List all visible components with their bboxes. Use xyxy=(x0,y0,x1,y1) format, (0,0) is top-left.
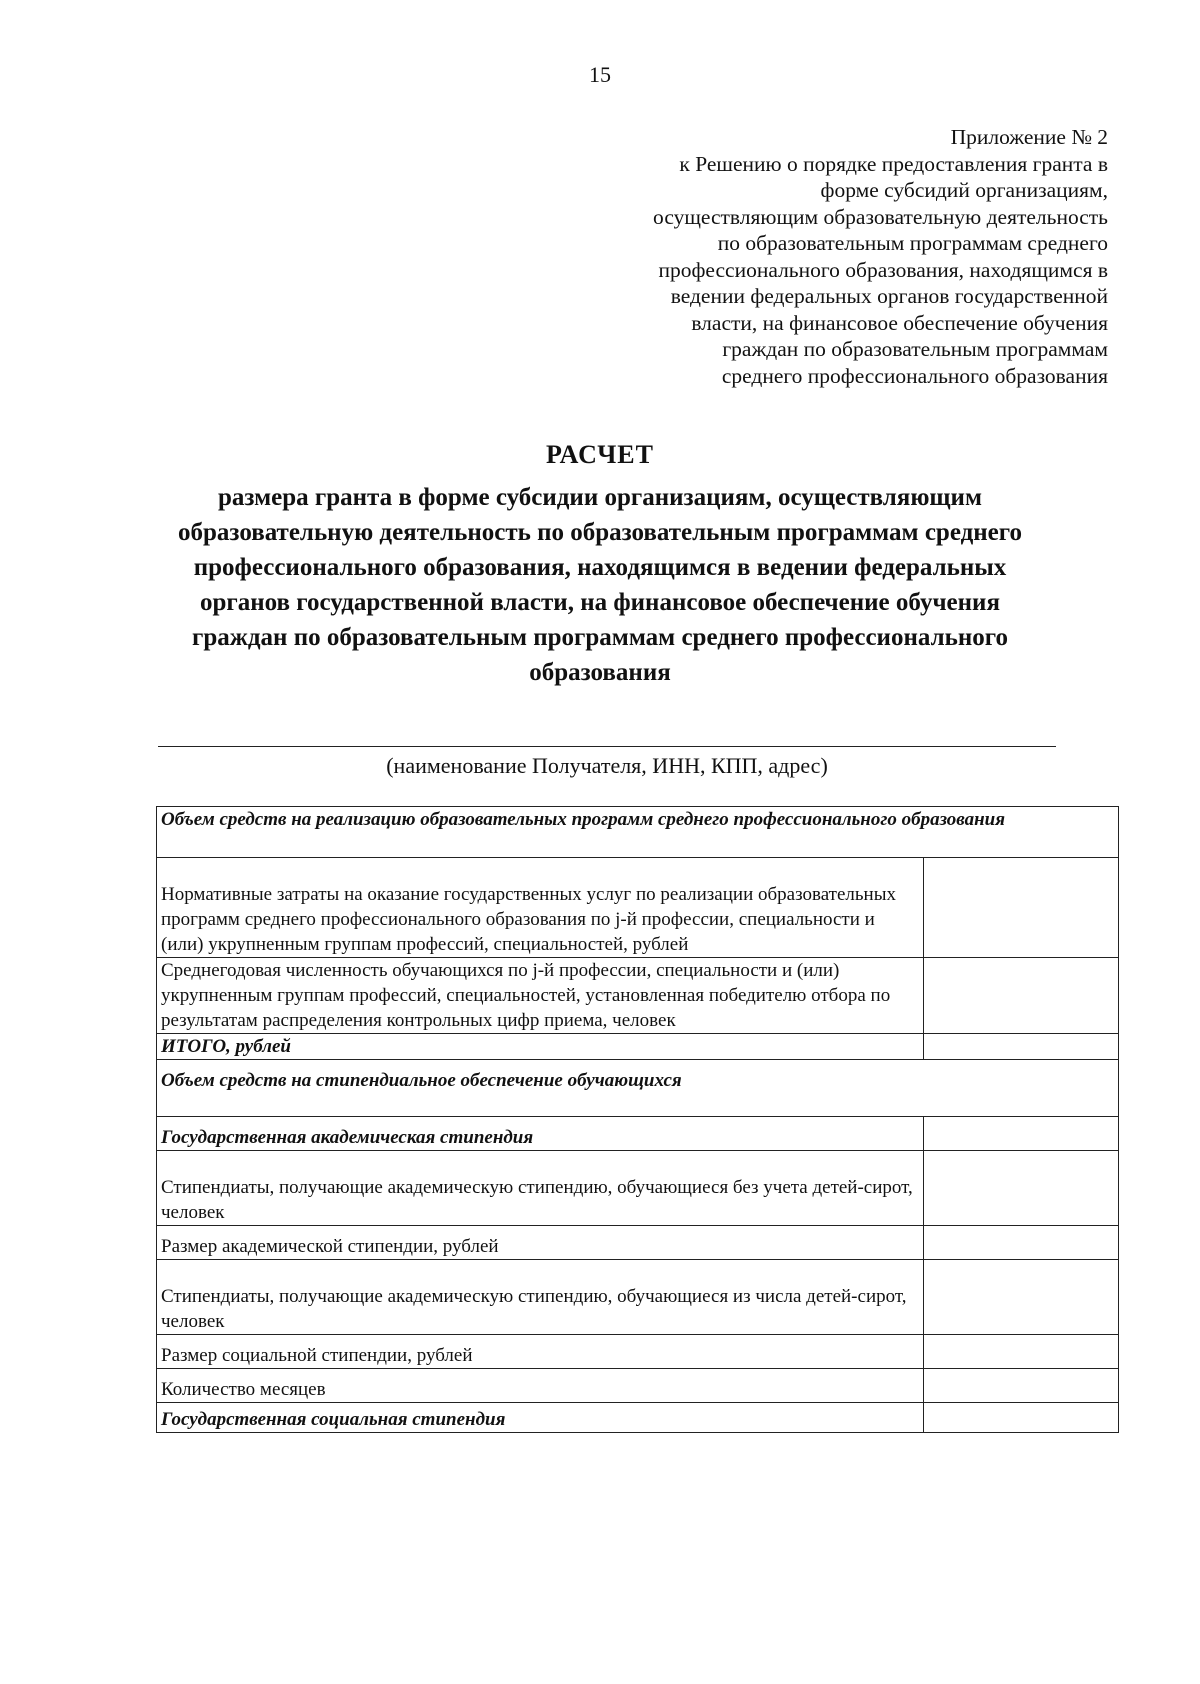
row-value-cell xyxy=(923,858,1118,958)
appendix-line: форме субсидий организациям, xyxy=(820,178,1108,202)
row-label-social-stipend-amount: Размер социальной стипендии, рублей xyxy=(157,1335,924,1369)
section-header-stipend: Объем средств на стипендиальное обеспечение обучающихся xyxy=(157,1060,1119,1117)
row-label-academic-stipend-amount: Размер академической стипендии, рублей xyxy=(157,1226,924,1260)
appendix-line: осуществляющим образовательную деятельность xyxy=(653,204,1108,229)
appendix-line: Приложение № 2 xyxy=(950,125,1108,149)
subtitle-line: образовательную деятельность по образовательным программам среднего xyxy=(178,519,1022,546)
row-value-cell xyxy=(923,1226,1118,1260)
subtitle-line: граждан по образовательным программам среднего профессионального xyxy=(192,624,1008,651)
calculation-table xyxy=(156,806,1119,1433)
table-row xyxy=(157,1403,1119,1433)
appendix-line: к Решению о порядке предоставления гранта в xyxy=(679,151,1108,176)
row-value-cell xyxy=(923,1034,1118,1060)
table-row xyxy=(157,1151,1119,1226)
table-row xyxy=(157,858,1119,958)
row-value-cell xyxy=(923,1151,1118,1226)
appendix-block xyxy=(548,124,1108,389)
row-label-stipend-recipients-orphans: Стипендиаты, получающие академическую стипендию, обучающиеся из числа детей-сирот, человек xyxy=(157,1260,924,1335)
appendix-line: среднего профессионального образования xyxy=(721,363,1108,388)
subtitle-line: органов государственной власти, на финансовое обеспечение обучения xyxy=(200,589,1000,616)
section-header-implementation: Объем средств на реализацию образовательных программ среднего профессионального образования xyxy=(157,807,1119,858)
row-value-cell xyxy=(923,1335,1118,1369)
recipient-fill-line xyxy=(158,746,1056,747)
appendix-line: профессионального образования, находящимся в xyxy=(658,257,1108,282)
appendix-line: власти, на финансовое обеспечение обучения xyxy=(691,310,1108,335)
table-row xyxy=(157,807,1119,858)
row-value-cell xyxy=(923,958,1118,1034)
appendix-line: по образовательным программам среднего xyxy=(717,231,1108,255)
row-label-total: ИТОГО, рублей xyxy=(157,1034,924,1060)
table-row xyxy=(157,1117,1119,1151)
recipient-caption: (наименование Получателя, ИНН, КПП, адрес) xyxy=(386,753,828,778)
appendix-line: граждан по образовательным программам xyxy=(722,337,1108,361)
row-label-stipend-recipients-no-orphans: Стипендиаты, получающие академическую стипендию, обучающиеся без учета детей-сирот, человек xyxy=(157,1151,924,1226)
page-number: 15 xyxy=(589,62,611,87)
table-row xyxy=(157,1369,1119,1403)
row-label-months-count: Количество месяцев xyxy=(157,1369,924,1403)
subtitle-line: образования xyxy=(529,659,671,686)
table-row xyxy=(157,1335,1119,1369)
table-row xyxy=(157,1060,1119,1117)
document-title: РАСЧЕТ xyxy=(546,440,654,469)
subtitle-line: размера гранта в форме субсидии организациям, осуществляющим xyxy=(218,484,982,511)
table-row xyxy=(157,1034,1119,1060)
table-row xyxy=(157,1260,1119,1335)
row-label-normative-costs: Нормативные затраты на оказание государственных услуг по реализации образовательных программ среднего профессионального образования по j-й профессии, специальности и (или) укрупненным группам профессий, специальностей, рублей xyxy=(157,858,924,958)
subtitle-line: профессионального образования, находящимся в ведении федеральных xyxy=(193,554,1007,581)
row-label-average-enrollment: Среднегодовая численность обучающихся по j-й профессии, специальности и (или) укрупненным группам профессий, специальностей, установленная победителю отбора по результатам распределения контрольных цифр приема, человек xyxy=(157,958,924,1034)
row-value-cell xyxy=(923,1403,1118,1433)
table-row xyxy=(157,958,1119,1034)
row-label-social-stipend: Государственная социальная стипендия xyxy=(157,1403,924,1433)
row-label-academic-stipend: Государственная академическая стипендия xyxy=(157,1117,924,1151)
table-row xyxy=(157,1226,1119,1260)
row-value-cell xyxy=(923,1260,1118,1335)
row-value-cell xyxy=(923,1369,1118,1403)
document-subtitle xyxy=(140,480,1060,690)
appendix-line: ведении федеральных органов государственной xyxy=(670,284,1108,308)
row-value-cell xyxy=(923,1117,1118,1151)
